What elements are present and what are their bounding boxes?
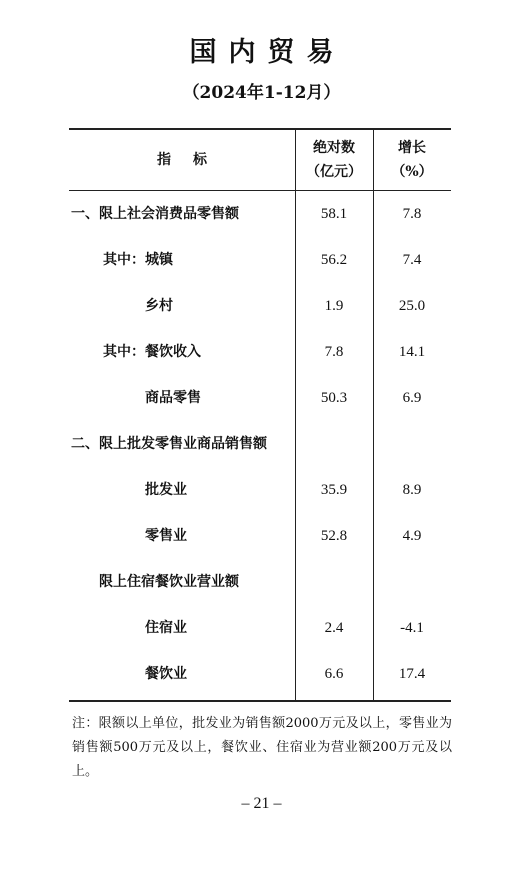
row-label: 住宿业 [145,620,187,636]
row-growth: 17.4 [398,666,426,682]
header-indicator: 指标 [157,152,229,168]
table-row [69,524,451,548]
row-label: 零售业 [145,528,187,544]
row-absolute: 1.9 [324,298,344,314]
row-growth: 4.9 [402,528,422,544]
table-row [69,570,451,594]
row-label: 二、限上批发零售业商品销售额 [71,436,267,452]
header-absolute-title: 绝对数 [313,140,355,156]
header-growth-title: 增长 [398,140,426,156]
table-row [69,294,451,318]
row-label: 其中：城镇 [103,252,173,268]
table-row [69,386,451,410]
row-growth: 14.1 [398,344,426,360]
row-label: 餐饮业 [145,666,187,682]
row-absolute: 50.3 [320,390,348,406]
row-growth: 7.4 [402,252,422,268]
row-label: 商品零售 [145,390,201,406]
row-label: 一、限上社会消费品零售额 [71,206,239,222]
page-number: – 21 – [241,795,282,812]
row-absolute: 6.6 [324,666,344,682]
row-absolute: 52.8 [320,528,348,544]
header-divider [69,190,451,191]
footnote: 注：限额以上单位，批发业为销售额2000万元及以上，零售业为销售额500万元及以上，餐饮业、住宿业为营业额200万元及以上。 [72,716,452,779]
row-growth: 25.0 [398,298,426,314]
table-row [69,248,451,272]
row-absolute: 35.9 [320,482,348,498]
row-growth: -4.1 [400,620,424,636]
table-row [69,202,451,226]
row-label: 乡村 [145,298,173,314]
header-growth-unit: （%） [391,164,433,180]
table-row [69,340,451,364]
header-growth [373,136,451,184]
row-growth: 7.8 [402,206,422,222]
row-label: 其中：餐饮收入 [103,344,201,360]
row-label: 限上住宿餐饮业营业额 [99,574,239,590]
table-row [69,662,451,686]
row-growth: 6.9 [402,390,422,406]
table-row [69,432,451,456]
row-growth: 8.9 [402,482,422,498]
trade-table [69,128,451,702]
page-title: 国内贸易 [189,37,346,68]
header-absolute [295,136,373,184]
table-row [69,478,451,502]
table-row [69,616,451,640]
header-absolute-unit: （亿元） [306,164,362,180]
row-absolute: 58.1 [320,206,348,222]
row-absolute: 2.4 [324,620,344,636]
row-absolute: 56.2 [320,252,348,268]
row-label: 批发业 [145,482,187,498]
row-absolute: 7.8 [324,344,344,360]
page-subtitle: （2024年1-12月） [182,83,341,103]
